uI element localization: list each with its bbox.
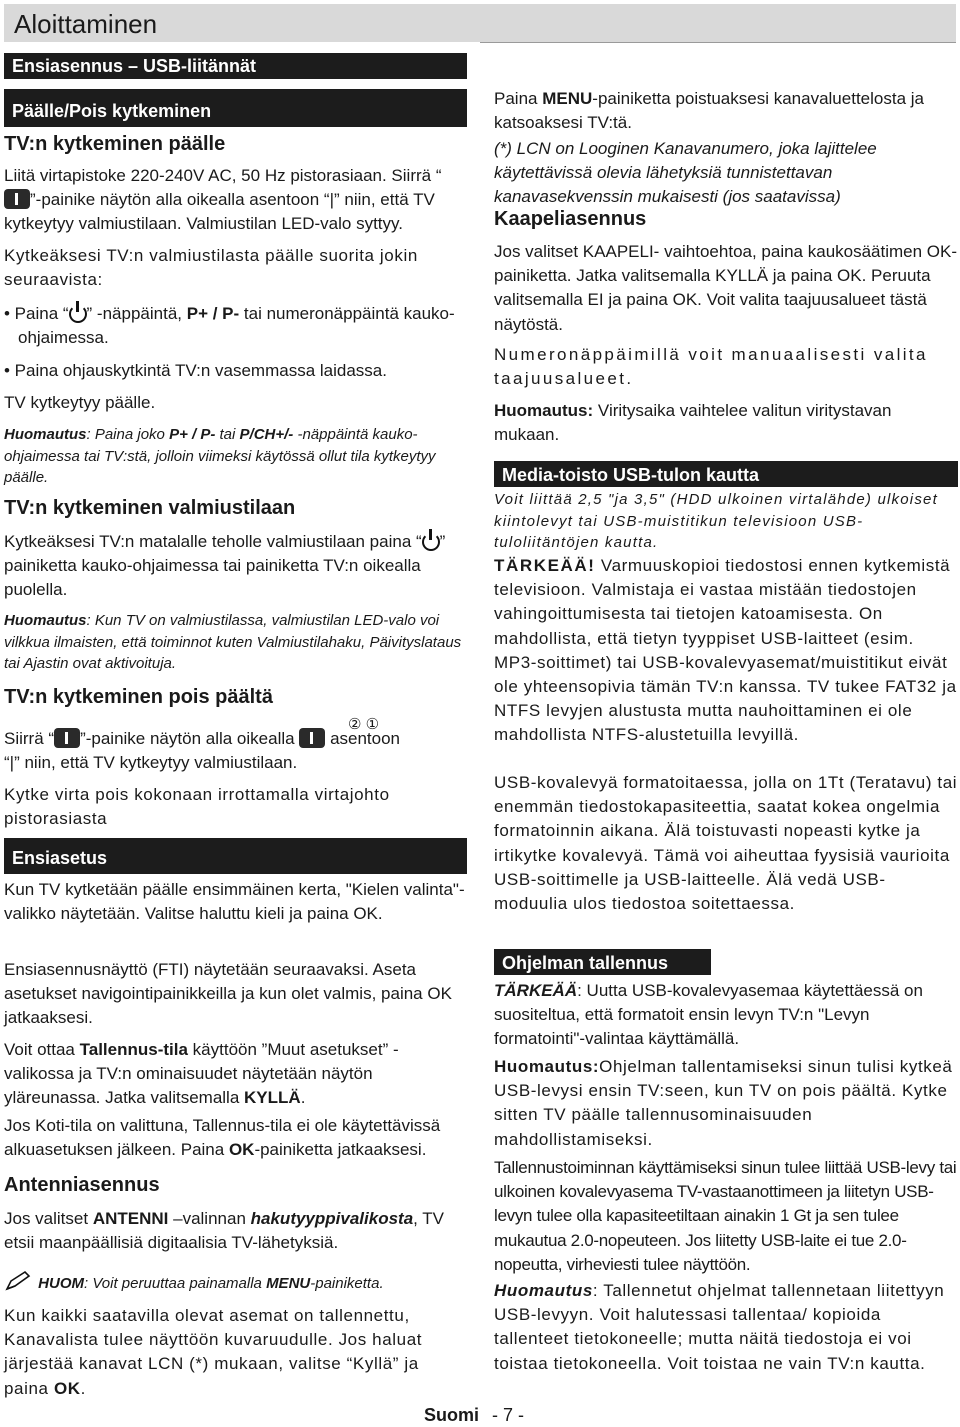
- divider: [480, 42, 956, 43]
- header-bar: [4, 4, 956, 42]
- paragraph-connect: Liitä virtapistoke 220-240V AC, 50 Hz pistorasiaan. Siirrä “”-painike näytön alla oikealla asentoon “|” niin, että TV kytkeytyy valmiustilaan. Valmiustilan LED-valo syttyy.: [4, 166, 442, 234]
- list-item-control-switch: • Paina ohjauskytkintä TV:n vasemmassa laidassa.: [4, 361, 387, 380]
- heading-power-on: TV:n kytkeminen päälle: [4, 133, 226, 155]
- note-standby-led: Huomautus: Kun TV on valmiustilassa, valmiustilan LED-valo voi vilkkua ilmaisten, että toiminnot kuten Valmiustilahaku, Päivityslataus tai Ajastin ovat aktivoituja.: [4, 612, 462, 672]
- section-bar-media: Media-toisto USB-tulon kautta: [494, 461, 958, 487]
- paragraph-standby-intro: Kytkeäksesi TV:n valmiustilasta päälle suorita jokin seuraavista:: [4, 246, 418, 290]
- paragraph-usb-requirements: Tallennustoiminnan käyttämiseksi sinun tulee liittää USB-levy tai ulkoinen kovalevyasema TV-vastaanottimeen ja liitetyn USB-levyn tulee olla kapasiteetiltaan ainakin 1 Gt ja sen tulee mukautua 2.0-nopeuteen. Jos liitetty USB-laite ei tue 2.0-nopeutta, virheviesti tulee näyttöön.: [494, 1158, 957, 1274]
- paragraph-language: Kun TV kytketään päälle ensimmäinen kerta, "Kielen valinta"-valikko näytetään. Valitse haluttu kieli ja paina OK.: [4, 880, 465, 924]
- paragraph-fti: Ensiasennusnäyttö (FTI) näytetään seuraavaksi. Aseta asetukset navigointipainikkeilla ja kun olet valmis, paina OK jatkaaksesi.: [4, 960, 452, 1028]
- paragraph-scan-time: Huomautus: Viritysaika vaihtelee valitun viritystavan mukaan.: [494, 401, 892, 445]
- power-switch-icon: [4, 189, 30, 209]
- section-bar-usb: Ensiasennus – USB-liitännät: [4, 53, 467, 79]
- paragraph-formatting: USB-kovalevyä formatoitaessa, jolla on 1Tt (Teratavu) tai enemmän tiedostokapasiteettia, saatat kokea ongelmia formatoinnin aikana. Älä toistuvasti nopeasti kytke ja irtikytke kovalevyä. Tämä voi aiheuttaa fyysisiä vaurioita USB-soittimelle ja USB-laitteelle. Älä vedä USB-moduulia ulos tiedostoa soitettaessa.: [494, 773, 958, 914]
- paragraph-format-first: TÄRKEÄÄ: Uutta USB-kovalevyasemaa käytettäessä on suositeltua, että formatoit ensin levyn TV:n "Levyn formatointi"-valintaa käyttämällä.: [494, 981, 923, 1049]
- paragraph-number-keys: Numeronäppäimillä voit manuaalisesti valita taajuusalueet.: [494, 345, 928, 389]
- heading-antenna: Antenniasennus: [4, 1174, 160, 1196]
- power-icon: [422, 533, 440, 551]
- paragraph-recorded-programs: Huomautus: Tallennetut ohjelmat tallennetaan liitettyyn USB-levyyn. Voit halutessasi tallentaa/ kopioida tallenteet tietokoneelle; mutta näitä tiedostoja ei voi toistaa tietokoneella. Voit toistaa ne vain TV:n kautta.: [494, 1281, 945, 1373]
- footer-language: Suomi: [424, 1405, 480, 1425]
- paragraph-usb-devices: Voit liittää 2,5 "ja 3,5" (HDD ulkoinen virtalähde) ulkoiset kiintolevyt tai USB-muistitikun televisioon USB-tuloliitäntöjen kautta.: [494, 491, 938, 551]
- paragraph-record-note: Huomautus:Ohjelman tallentamiseksi sinun tulisi kytkeä USB-levysi ensin TV:seen, kun TV on pois päältä. Kytke sitten TV päälle tallennusominaisuuden mahdollistamiseksi.: [494, 1057, 953, 1149]
- heading-power-off: TV:n kytkeminen pois päältä: [4, 686, 273, 708]
- power-icon: [69, 305, 87, 323]
- power-switch-icon: [54, 728, 80, 748]
- paragraph-channel-list: Kun kaikki saatavilla olevat asemat on tallennettu, Kanavalista tulee näyttöön kuvaruudulle. Jos haluat järjestää kanavat LCN (*) mukaan, valitse “Kyllä” ja paina OK.: [4, 1306, 423, 1398]
- paragraph-power-off: Siirrä “ ”-painike näytön alla oikealla asentoon “|” niin, että TV kytkeytyy valmiustilaan.: [4, 729, 401, 773]
- paragraph-lcn: (*) LCN on Looginen Kanavanumero, joka lajittelee käytettävissä olevia lähetyksiä tunnistettavan kanavasekvenssin mukaisesti (jos saatavissa): [494, 139, 877, 207]
- page-title: Aloittaminen: [14, 9, 158, 39]
- list-item-power-key: • Paina “ ” -näppäintä, P+ / P- tai numeronäppäintä kauko-ohjaimessa.: [4, 304, 455, 348]
- section-bar-power: Päälle/Pois kytkeminen: [4, 89, 467, 127]
- page-footer: [424, 1404, 524, 1426]
- section-bar-setup: Ensiasetus: [4, 838, 467, 874]
- heading-standby: TV:n kytkeminen valmiustilaan: [4, 497, 296, 519]
- pencil-icon: [4, 1270, 34, 1292]
- paragraph-menu-exit: Paina MENU-painiketta poistuaksesi kanavaluettelosta ja katsoaksesi TV:tä.: [494, 89, 924, 133]
- paragraph-standby: Kytkeäksesi TV:n matalalle teholle valmiustilaan paina “ ” painiketta kauko-ohjaimessa tai painiketta TV:n oikealla puolella.: [4, 532, 446, 600]
- switch-position-labels: ② ①: [348, 716, 380, 733]
- paragraph-tv-on: TV kytkeytyy päälle.: [4, 393, 156, 412]
- paragraph-unplug: Kytke virta pois kokonaan irrottamalla virtajohto pistorasiasta: [4, 785, 390, 829]
- section-bar-recording: Ohjelman tallennus: [494, 949, 711, 975]
- paragraph-store-mode: Voit ottaa Tallennus-tila käyttöön ”Muut asetukset” -valikossa ja TV:n ominaisuudet näytetään näytön yläreunassa. Jatka valitsemalla KYLLÄ.: [4, 1040, 399, 1108]
- power-switch-icon: [299, 728, 325, 748]
- hint-cancel: HUOM: Voit peruuttaa painamalla MENU-painiketta.: [4, 1270, 467, 1295]
- paragraph-important-backup: TÄRKEÄÄ! Varmuuskopioi tiedostosi ennen kytkemistä televisioon. Valmistaja ei vastaa mistään tiedostojen vahingoittumisesta tai tietojen katoamisesta. On mahdollista, että tietyn tyyppiset USB-laitteet (esim. MP3-soittimet) tai USB-kovalevyasemat/muistitikut eivät ole yhteensopivia tämän TV:n kanssa. TV tukee FAT32 ja NTFS levyjen alustusta mutta nauhoittaminen ei ole mahdollista NTFS-alustetuilla levyillä.: [494, 556, 957, 745]
- heading-cable: Kaapeliasennus: [494, 208, 647, 230]
- paragraph-antenna: Jos valitset ANTENNI –valinnan hakutyyppivalikosta, TV etsii maanpäällisiä digitaalisia TV-lähetyksiä.: [4, 1209, 445, 1253]
- paragraph-cable: Jos valitset KAAPELI- vaihtoehtoa, paina kaukosäätimen OK-painiketta. Jatka valitsemalla KYLLÄ ja paina OK. Peruuta valitsemalla EI ja paina OK. Voit valita taajuusalueet tästä näytöstä.: [494, 242, 958, 334]
- note-last-mode: Huomautus: Paina joko P+ / P- tai P/CH+/- -näppäintä kauko-ohjaimessa tai TV:stä, jolloin viimeksi käytössä ollut tila kytkeytyy päälle.: [4, 426, 436, 486]
- page-number: - 7 -: [492, 1405, 525, 1425]
- paragraph-home-mode: Jos Koti-tila on valittuna, Tallennus-tila ei ole käytettävissä alkuasetuksen jälkeen. Paina OK-painiketta jatkaaksesi.: [4, 1116, 441, 1160]
